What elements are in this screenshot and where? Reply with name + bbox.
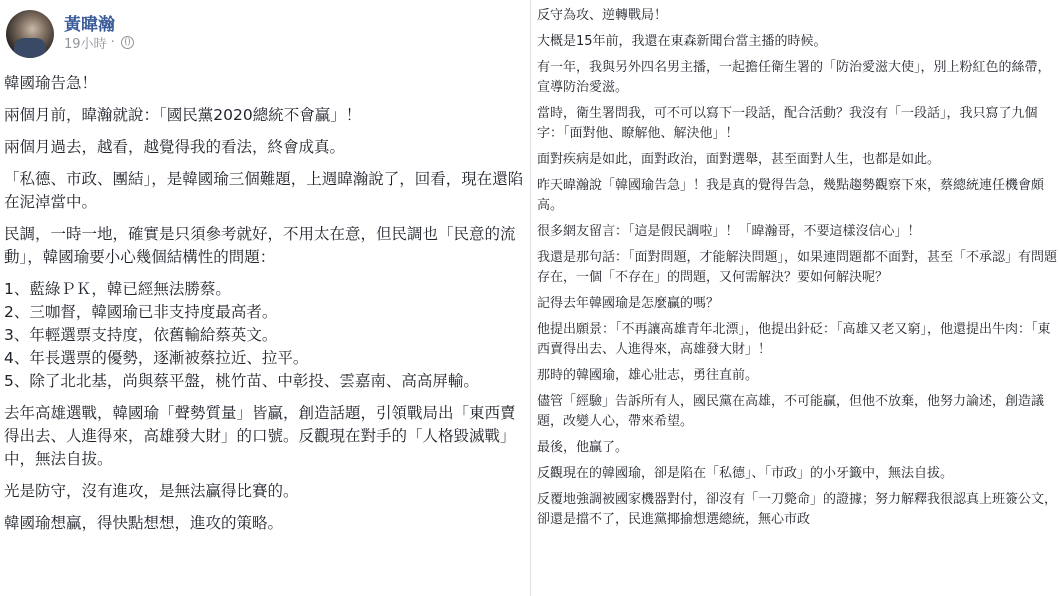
post-paragraph: 反覆地強調被國家機器對付，卻沒有「一刀斃命」的證據；努力解釋我很認真上班簽公文，卻還是擋不了，民進黨揶揄想選總統，無心市政 [537,492,1058,527]
list-item: 4、年長選票的優勢，逐漸被蔡拉近、拉平。 [4,349,309,367]
right-post-panel [531,0,1060,596]
post-paragraph: 那時的韓國瑜，雄心壯志，勇往直前。 [537,368,759,383]
post-paragraph: 昨天暐瀚說「韓國瑜告急」！我是真的覺得告急，幾點趨勢觀察下來，蔡總統連任機會頗高。 [537,178,1045,213]
post-meta: 19小時 · [64,33,134,52]
post-paragraph: 韓國瑜想贏，得快點想想，進攻的策略。 [4,514,284,532]
list-item: 5、除了北北基，尚與蔡平盤，桃竹苗、中彰投、雲嘉南、高高屏輸。 [4,372,479,390]
post-paragraph: 去年高雄選戰，韓國瑜「聲勢質量」皆贏，創造話題，引領戰局出「東西賣得出去、人進得來，高雄發大財」的口號。反觀現在對手的「人格毀滅戰」中，無法自拔。 [4,404,516,468]
post-paragraph: 光是防守，沒有進攻，是無法贏得比賽的。 [4,482,299,500]
author-name[interactable]: 黃暐瀚 [64,15,115,35]
avatar[interactable] [6,10,54,58]
post-paragraph: 反觀現在的韓國瑜，卻是陷在「私德」、「市政」的小牙籤中，無法自拔。 [537,466,954,481]
left-post-body [4,72,530,544]
list-item: 3、年輕選票支持度，依舊輸給蔡英文。 [4,326,278,344]
post-paragraph: 「私德、市政、團結」，是韓國瑜三個難題，上週暐瀚說了，回看，現在還陷在泥淖當中。 [4,170,524,211]
post-paragraph: 儘管「經驗」告訴所有人，國民黨在高雄，不可能贏，但他不放棄，他努力論述，創造議題，改變人心，帶來希望。 [537,394,1045,429]
right-post-body [537,6,1057,536]
post-paragraph: 他提出願景：「不再讓高雄青年北漂」，他提出針砭：「高雄又老又窮」，他還提出牛肉：「東西賣得出去、人進得來，高雄發大財」！ [537,322,1051,357]
post-paragraph: 面對疾病是如此，面對政治，面對選舉，甚至面對人生，也都是如此。 [537,152,941,167]
globe-icon [121,36,134,49]
post-time[interactable]: 19小時 [64,37,107,52]
post-paragraph: 兩個月前，暐瀚就說：「國民黨2020總統不會贏」！ [4,106,362,124]
post-paragraph: 民調，一時一地，確實是只須參考就好，不用太在意，但民調也「民意的流動」，韓國瑜要小心幾個結構性的問題： [4,225,516,266]
post-paragraph: 很多網友留言：「這是假民調啦」！「暐瀚哥，不要這樣沒信心」！ [537,224,921,239]
post-header [6,8,526,64]
list-item: 2、三咖督，韓國瑜已非支持度最高者。 [4,303,278,321]
post-paragraph: 兩個月過去，越看，越覺得我的看法，終會成真。 [4,138,346,156]
post-paragraph: 反守為攻、逆轉戰局！ [537,8,668,23]
post-paragraph: 大概是15年前，我還在東森新聞台當主播的時候。 [537,34,827,49]
post-paragraph: 我還是那句話：「面對問題，才能解決問題」，如果連問題都不面對，甚至「不承認」有問題存在，一個「不存在」的問題，又何需解決？要如何解決呢？ [537,250,1058,285]
post-paragraph: 韓國瑜告急！ [4,74,98,92]
post-paragraph: 最後，他贏了。 [537,440,629,455]
post-paragraph: 當時，衛生署問我，可不可以寫下一段話，配合活動？我沒有「一段話」，我只寫了九個字：「面對他、瞭解他、解決他」！ [537,106,1038,141]
list-item: 1、藍綠ＰＫ，韓已經無法勝蔡。 [4,280,231,298]
post-paragraph: 記得去年韓國瑜是怎麼贏的嗎？ [537,296,720,311]
post-paragraph: 有一年，我與另外四名男主播，一起擔任衛生署的「防治愛滋大使」，別上粉紅色的絲帶，宣導防治愛滋。 [537,60,1051,95]
